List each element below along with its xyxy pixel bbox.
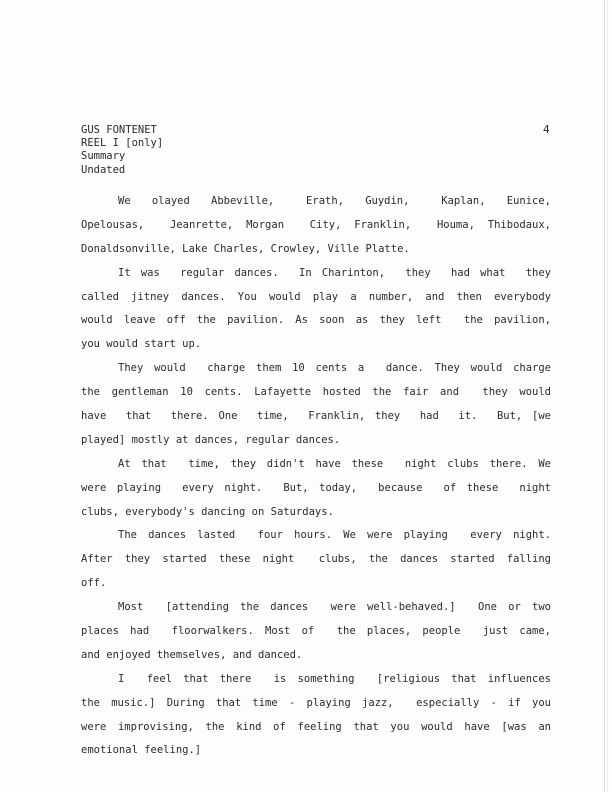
text-line: The dances lasted four hours. We were playing every night. bbox=[118, 529, 551, 542]
document-body bbox=[81, 192, 551, 765]
text-line: off. bbox=[81, 577, 107, 590]
text-line: would leave off the pavilion. As soon as they left the pavilion, bbox=[81, 314, 551, 327]
text-line: clubs, everybody's dancing on Saturdays. bbox=[81, 505, 334, 518]
text-line: were playing every night. But, today, because of these night bbox=[81, 481, 551, 494]
text-line: After they started these night clubs, the dances started falling bbox=[81, 553, 551, 566]
text-line: places had floorwalkers. Most of the places, people just came, bbox=[81, 625, 551, 638]
date-label: Undated bbox=[81, 163, 126, 176]
text-line: emotional feeling.] bbox=[81, 744, 202, 757]
text-line: Opelousas, Jeanrette, Morgan City, Franklin, Houma, Thibodaux, bbox=[81, 218, 551, 231]
page-number: 4 bbox=[543, 123, 550, 136]
text-line: were improvising, the kind of feeling that you would have [was an bbox=[81, 720, 551, 733]
text-line: They would charge them 10 cents a dance. They would charge bbox=[118, 362, 551, 375]
text-line: called jitney dances. You would play a number, and then everybody bbox=[81, 290, 551, 303]
interviewee-name: GUS FONTENET bbox=[81, 124, 157, 136]
scan-edge-line bbox=[607, 0, 608, 792]
text-line: the gentleman 10 cents. Lafayette hosted the fair and they would bbox=[81, 386, 551, 399]
summary-label: Summary bbox=[81, 150, 126, 163]
text-line: you would start up. bbox=[81, 338, 202, 351]
text-line: I feel that there is something [religious that influences bbox=[118, 672, 551, 685]
text-line: Most [attending the dances were well-behaved.] One or two bbox=[118, 601, 551, 614]
reel-label: REEL I [only] bbox=[81, 137, 164, 150]
text-line: We olayed Abbeville, Erath, Guydin, Kaplan, Eunice, bbox=[118, 195, 551, 207]
scan-edge-line bbox=[604, 0, 605, 792]
text-line: It was regular dances. In Charinton, they had what they bbox=[118, 266, 551, 279]
text-line: have that there. One time, Franklin, they had it. But, [we bbox=[81, 410, 551, 423]
text-line: the music.] During that time - playing jazz, especially - if you bbox=[81, 696, 551, 709]
text-line: Donaldsonville, Lake Charles, Crowley, Ville Platte. bbox=[81, 242, 410, 255]
document-header bbox=[81, 124, 163, 177]
text-line: played] mostly at dances, regular dances. bbox=[81, 433, 341, 446]
text-line: and enjoyed themselves, and danced. bbox=[81, 648, 303, 661]
text-line: At that time, they didn't have these night clubs there. We bbox=[118, 457, 551, 470]
